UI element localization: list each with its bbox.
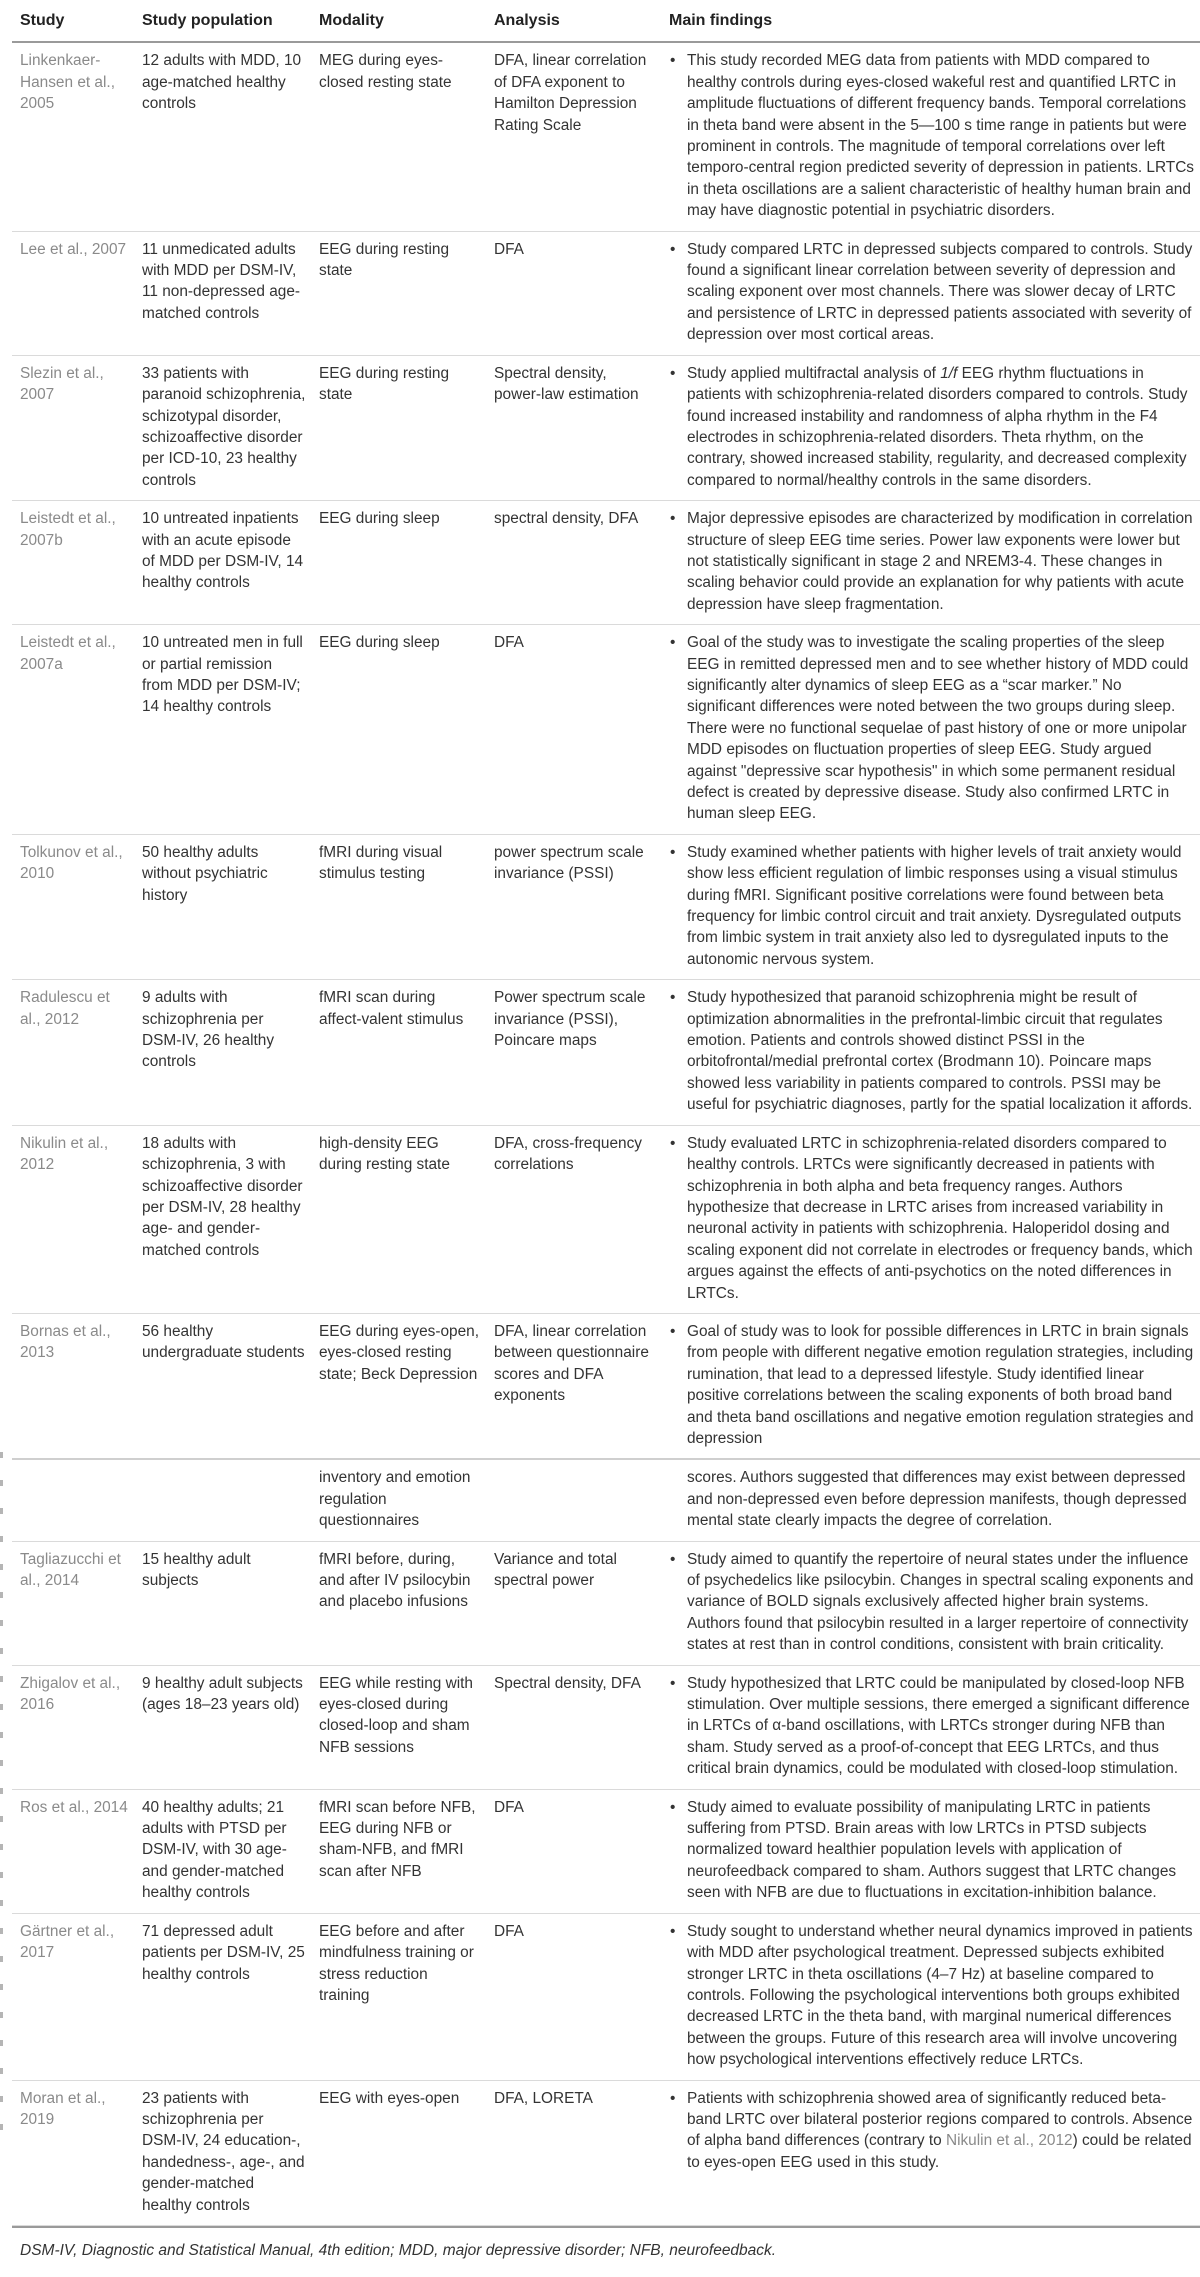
finding-text-post: ) could be related to eyes-open EEG used in this study. <box>687 2132 1192 2171</box>
finding-item: • Goal of study was to look for possible differences in LRTC in brain signals from people with different negative emotion regulation strategies, including rumination, that lead to a depressed lifestyle. Study identified linear positive correlations between the scaling exponents of both broad band and theta band oscillations and negative emotion regulation strategies and depression <box>687 1321 1194 1449</box>
population-cell: 9 healthy adult subjects (ages 18–23 years old) <box>136 1665 313 1789</box>
population-cell: 23 patients with schizophrenia per DSM-IV, 24 education-, handedness-, age-, and gender-matched healthy controls <box>136 2080 313 2225</box>
study-cell: Slezin et al., 2007 <box>12 355 136 500</box>
table-row <box>12 1313 1200 1459</box>
study-cell: Lee et al., 2007 <box>12 231 136 355</box>
table-row <box>12 1541 1200 1665</box>
modality-cell: EEG during sleep <box>313 625 488 835</box>
population-cell: 12 adults with MDD, 10 age-matched healthy controls <box>136 42 313 231</box>
finding-item: • Study examined whether patients with higher levels of trait anxiety would show less efficient regulation of limbic responses using a visual stimulus during fMRI. Significant positive correlations were found between beta frequency for limbic control circuit and trait anxiety. Dysregulated outputs from limbic system in trait anxiety also led to dysregulated inputs to the autonomic nervous system. <box>687 842 1194 970</box>
finding-text-pre: Patients with schizophrenia showed area of significantly reduced beta-band LRTC over bilateral posterior regions compared to controls. Absence of alpha band differences (contrary to <box>687 2089 1193 2150</box>
findings-cell <box>663 1459 1200 1541</box>
findings-cell <box>663 1313 1200 1459</box>
finding-item: • Study aimed to evaluate possibility of manipulating LRTC in patients suffering from PTSD. Brain areas with low LRTCs in PTSD subjects normalized toward healthier population levels with application of neurofeedback compared to sham. Authors suggest that LRTC changes seen with NFB are due to fluctuations in excitation-inhibition balance. <box>687 1797 1194 1904</box>
findings-cell <box>663 1125 1200 1313</box>
findings-cell <box>663 231 1200 355</box>
page-edge-marks <box>0 1452 4 2232</box>
findings-cell <box>663 42 1200 231</box>
table-page <box>12 0 1200 2260</box>
study-cell: Moran et al., 2019 <box>12 2080 136 2225</box>
header-analysis: Analysis <box>488 0 663 42</box>
table-row <box>12 625 1200 835</box>
population-cell: 9 adults with schizophrenia per DSM-IV, 26 healthy controls <box>136 980 313 1125</box>
analysis-cell: DFA <box>488 1789 663 1913</box>
table-row <box>12 231 1200 355</box>
header-population: Study population <box>136 0 313 42</box>
findings-cell <box>663 1789 1200 1913</box>
analysis-cell: DFA <box>488 625 663 835</box>
study-cell: Ros et al., 2014 <box>12 1789 136 1913</box>
findings-cell <box>663 625 1200 835</box>
modality-cell: EEG while resting with eyes-closed during closed-loop and sham NFB sessions <box>313 1665 488 1789</box>
table-row <box>12 2080 1200 2225</box>
findings-cell <box>663 1665 1200 1789</box>
study-cell: Radulescu et al., 2012 <box>12 980 136 1125</box>
population-cell: 33 patients with paranoid schizophrenia, schizotypal disorder, schizoaffective disorder per ICD-10, 23 healthy controls <box>136 355 313 500</box>
population-cell: 10 untreated inpatients with an acute episode of MDD per DSM-IV, 14 healthy controls <box>136 501 313 625</box>
finding-item: • Major depressive episodes are characterized by modification in correlation structure of sleep EEG time series. Power law exponents were lower but not statistically significant in stage 2 and NREM3-4. These changes in scaling behavior could provide an explanation for why patients with acute depression have sleep fragmentation. <box>687 508 1194 615</box>
finding-item: • Study evaluated LRTC in schizophrenia-related disorders compared to healthy controls. LRTCs were significantly decreased in patients with schizophrenia in both alpha and beta frequency ranges. Authors hypothesize that decrease in LRTC arises from increased variability in neuronal activity in patients with schizophrenia. Haloperidol dosing and scaling exponent did not correlate in electrodes or frequency bands, which argues against the effects of anti-psychotics on the noted differences in LRTCs. <box>687 1133 1194 1304</box>
table-row <box>12 1665 1200 1789</box>
population-cell: 10 untreated men in full or partial remission from MDD per DSM-IV; 14 healthy controls <box>136 625 313 835</box>
findings-cell <box>663 2080 1200 2225</box>
analysis-cell: DFA, LORETA <box>488 2080 663 2225</box>
finding-item: • Study aimed to quantify the repertoire of neural states under the influence of psychedelics like psilocybin. Changes in spectral scaling exponents and variance of BOLD signals exclusively affected higher brain systems. Authors found that psilocybin resulted in a larger repertoire of connectivity states at rest than in control conditions, consistent with brain criticality. <box>687 1549 1194 1656</box>
finding-item: • Study hypothesized that paranoid schizophrenia might be result of optimization abnormalities in the prefrontal-limbic circuit that regulates emotion. Patients and controls showed distinct PSSI in the orbitofrontal/medial prefrontal cortex (Brodmann 10). Poincare maps showed less variability in patients compared to controls. PSSI may be useful for psychiatric diagnoses, partly for the spatial localization it affords. <box>687 987 1194 1115</box>
analysis-cell: DFA, linear correlation between questionnaire scores and DFA exponents <box>488 1313 663 1459</box>
table-row <box>12 501 1200 625</box>
study-cell: Tagliazucchi et al., 2014 <box>12 1541 136 1665</box>
header-findings: Main findings <box>663 0 1200 42</box>
population-cell: 15 healthy adult subjects <box>136 1541 313 1665</box>
population-cell: 40 healthy adults; 21 adults with PTSD per DSM-IV, with 30 age- and gender-matched healthy controls <box>136 1789 313 1913</box>
modality-cell: EEG during resting state <box>313 355 488 500</box>
population-cell: 71 depressed adult patients per DSM-IV, 25 healthy controls <box>136 1913 313 2080</box>
header-modality: Modality <box>313 0 488 42</box>
table-row <box>12 1125 1200 1313</box>
analysis-cell: spectral density, DFA <box>488 501 663 625</box>
analysis-cell: DFA <box>488 231 663 355</box>
finding-item: • This study recorded MEG data from patients with MDD compared to healthy controls during eyes-closed wakeful rest and quantified LRTC in amplitude fluctuations of different frequency bands. Temporal correlations in theta band were absent in the 5—100 s time range in patients but were prominent in controls. The magnitude of temporal correlations over left temporo-central region predicted severity of depression in patients. LRTCs in theta oscillations are a salient characteristic of healthy human brain and may have diagnostic potential in psychiatric disorders. <box>687 50 1194 221</box>
modality-cell: EEG during eyes-open, eyes-closed resting state; Beck Depression <box>313 1313 488 1459</box>
study-cell: Nikulin et al., 2012 <box>12 1125 136 1313</box>
header-row <box>12 0 1200 42</box>
finding-text-pre: Study applied multifractal analysis of <box>687 364 941 382</box>
findings-cell <box>663 834 1200 979</box>
findings-cell <box>663 1913 1200 2080</box>
table-row <box>12 355 1200 500</box>
modality-cell: fMRI scan before NFB, EEG during NFB or sham-NFB, and fMRI scan after NFB <box>313 1789 488 1913</box>
analysis-cell: DFA, cross-frequency correlations <box>488 1125 663 1313</box>
analysis-cell: DFA, linear correlation of DFA exponent to Hamilton Depression Rating Scale <box>488 42 663 231</box>
study-cell: Leistedt et al., 2007a <box>12 625 136 835</box>
modality-cell: fMRI during visual stimulus testing <box>313 834 488 979</box>
modality-cell: fMRI before, during, and after IV psilocybin and placebo infusions <box>313 1541 488 1665</box>
finding-item: • Study sought to understand whether neural dynamics improved in patients with MDD after psychological treatment. Depressed subjects exhibited stronger LRTC in theta oscillations (4–7 Hz) at baseline compared to controls. Following the psychological interventions both groups exhibited decreased LRTC in the theta band, with marginal numerical differences between the groups. Future of this research area will involve uncovering how psychological interventions effectively reduce LRTCs. <box>687 1921 1194 2071</box>
finding-item <box>687 363 1194 491</box>
study-cell: Bornas et al., 2013 <box>12 1313 136 1459</box>
modality-cell: EEG during resting state <box>313 231 488 355</box>
finding-text-post: EEG rhythm fluctuations in patients with schizophrenia-related disorders compared to controls. Study found increased instability and randomness of alpha rhythm in the F4 electrodes in schizophrenia-related disorders. Theta rhythm, on the contrary, showed increased stability, regularity, and decreased complexity compared to normal/healthy controls in the same disorders. <box>687 364 1188 489</box>
modality-cell: high-density EEG during resting state <box>313 1125 488 1313</box>
table-row <box>12 1913 1200 2080</box>
study-cell: Gärtner et al., 2017 <box>12 1913 136 2080</box>
finding-item: • Goal of the study was to investigate the scaling properties of the sleep EEG in remitted depressed men and to see whether history of MDD could significantly alter dynamics of sleep EEG as a “scar marker.” No significant differences were noted between the two groups during sleep. There were no functional sequelae of past history of one or more unipolar MDD episodes on fluctuation properties of sleep EEG. Study argued against "depressive scar hypothesis" in which some permanent residual defect is created by depressive disease. Study also confirmed LRTC in human sleep EEG. <box>687 632 1194 825</box>
analysis-cell-empty <box>488 1459 663 1541</box>
population-cell-empty <box>136 1459 313 1541</box>
findings-cell <box>663 501 1200 625</box>
modality-cell: inventory and emotion regulation questionnaires <box>313 1459 488 1541</box>
study-cell: Leistedt et al., 2007b <box>12 501 136 625</box>
findings-cell <box>663 980 1200 1125</box>
study-cell-empty <box>12 1459 136 1541</box>
population-cell: 18 adults with schizophrenia, 3 with schizoaffective disorder per DSM-IV, 28 healthy age- and gender-matched controls <box>136 1125 313 1313</box>
modality-cell: EEG with eyes-open <box>313 2080 488 2225</box>
study-cell: Zhigalov et al., 2016 <box>12 1665 136 1789</box>
population-cell: 50 healthy adults without psychiatric history <box>136 834 313 979</box>
table-row <box>12 834 1200 979</box>
modality-cell: fMRI scan during affect-valent stimulus <box>313 980 488 1125</box>
finding-item: • Study compared LRTC in depressed subjects compared to controls. Study found a significant linear correlation between severity of depression and scaling exponent over most channels. There was slower decay of LRTC and persistence of LRTC in depressed patients associated with severity of depression over most cortical areas. <box>687 239 1194 346</box>
analysis-cell: Spectral density, power-law estimation <box>488 355 663 500</box>
citation-link[interactable]: Nikulin et al., 2012 <box>945 2132 1073 2150</box>
table-row <box>12 1789 1200 1913</box>
modality-cell: EEG during sleep <box>313 501 488 625</box>
table-row <box>12 42 1200 231</box>
analysis-cell: DFA <box>488 1913 663 2080</box>
modality-cell: MEG during eyes-closed resting state <box>313 42 488 231</box>
study-cell: Linkenkaer-Hansen et al., 2005 <box>12 42 136 231</box>
analysis-cell: Power spectrum scale invariance (PSSI), Poincare maps <box>488 980 663 1125</box>
findings-cell <box>663 355 1200 500</box>
modality-cell: EEG before and after mindfulness training or stress reduction training <box>313 1913 488 2080</box>
studies-table <box>12 0 1200 2226</box>
analysis-cell: Variance and total spectral power <box>488 1541 663 1665</box>
table-row-continuation <box>12 1459 1200 1541</box>
finding-continuation: scores. Authors suggested that differences may exist between depressed and non-depressed even before depression manifests, though depressed mental state clearly impacts the degree of correlation. <box>687 1469 1187 1530</box>
analysis-cell: power spectrum scale invariance (PSSI) <box>488 834 663 979</box>
finding-item: • Study hypothesized that LRTC could be manipulated by closed-loop NFB stimulation. Over multiple sessions, there emerged a significant difference in LRTCs of α-band oscillations, with LRTCs stronger during NFB than sham. Study served as a proof-of-concept that EEG LRTCs, and thus critical brain dynamics, could be modulated with closed-loop stimulation. <box>687 1673 1194 1780</box>
header-study: Study <box>12 0 136 42</box>
finding-item <box>687 2088 1194 2174</box>
findings-cell <box>663 1541 1200 1665</box>
table-footnote: DSM-IV, Diagnostic and Statistical Manual, 4th edition; MDD, major depressive disorder; NFB, neurofeedback. <box>12 2226 1200 2260</box>
population-cell: 11 unmedicated adults with MDD per DSM-IV, 11 non-depressed age-matched controls <box>136 231 313 355</box>
analysis-cell: Spectral density, DFA <box>488 1665 663 1789</box>
finding-text-emph: 1/f <box>940 364 958 382</box>
table-row <box>12 980 1200 1125</box>
study-cell: Tolkunov et al., 2010 <box>12 834 136 979</box>
population-cell: 56 healthy undergraduate students <box>136 1313 313 1459</box>
